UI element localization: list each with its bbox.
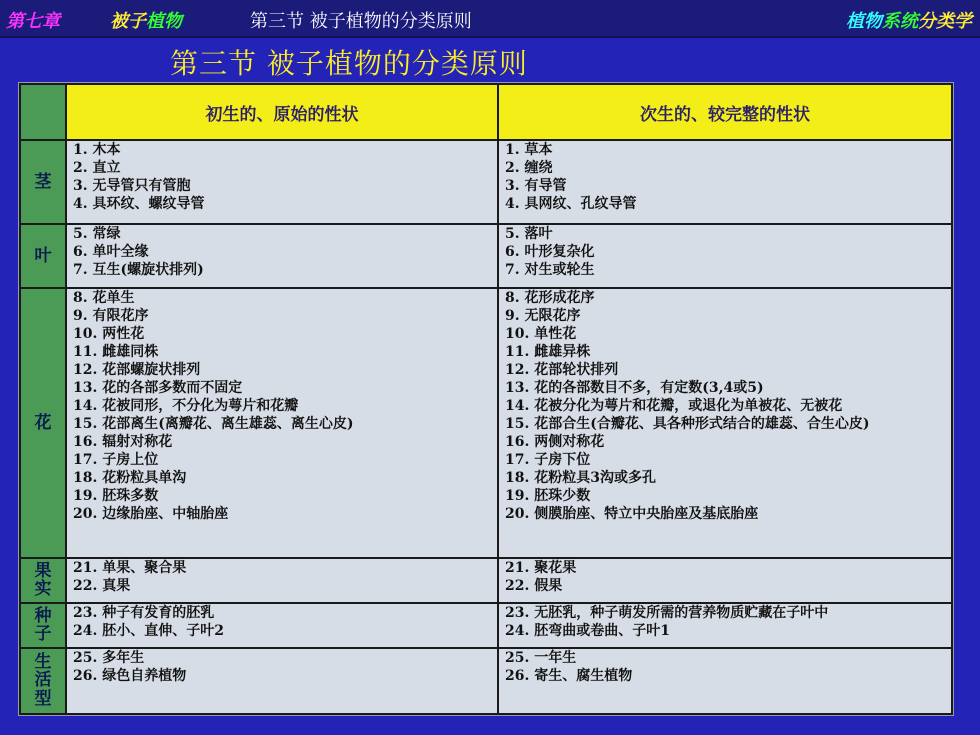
advanced-traits-cell (498, 140, 952, 224)
advanced-trait-item: 18. 花粉粒具3沟或多孔 (505, 470, 656, 487)
primitive-trait-item: 11. 雌雄同株 (73, 344, 159, 361)
advanced-traits-cell (498, 648, 952, 714)
advanced-trait-item: 12. 花部轮状排列 (505, 362, 619, 379)
angiosperm-label-part1: 被子 (110, 11, 146, 32)
primitive-trait-item: 3. 无导管只有管胞 (73, 178, 191, 194)
category-cell: 叶 (20, 224, 66, 288)
subject-label-part3: 分类学 (918, 11, 972, 32)
header-advanced: 次生的、较完整的性状 (498, 84, 952, 140)
advanced-trait-item: 8. 花形成花序 (505, 290, 595, 307)
advanced-trait-item: 10. 单性花 (505, 326, 577, 343)
primitive-traits-cell (66, 288, 498, 557)
classification-table (19, 83, 953, 715)
advanced-traits-cell (498, 558, 952, 603)
primitive-traits-cell (66, 140, 498, 224)
primitive-trait-item: 8. 花单生 (73, 290, 135, 307)
table-body (20, 140, 952, 714)
primitive-trait-item: 2. 直立 (73, 160, 121, 176)
advanced-traits-cell (498, 603, 952, 648)
advanced-trait-item: 20. 侧膜胎座、特立中央胎座及基底胎座 (505, 506, 759, 523)
advanced-traits-cell (498, 288, 952, 557)
category-cell: 花 (20, 288, 66, 557)
advanced-trait-item: 22. 假果 (505, 577, 563, 594)
table-row (20, 140, 952, 224)
advanced-trait-item: 15. 花部合生(合瓣花、具各种形式结合的雄蕊、合生心皮) (505, 416, 870, 433)
advanced-traits-cell (498, 224, 952, 288)
subject-label-part1: 植物 (846, 11, 882, 32)
primitive-trait-item: 1. 木本 (73, 142, 121, 158)
primitive-trait-item: 4. 具环纹、螺纹导管 (73, 196, 205, 212)
advanced-trait-item: 23. 无胚乳，种子萌发所需的营养物质贮藏在子叶中 (505, 604, 829, 621)
primitive-trait-item: 14. 花被同形，不分化为萼片和花瓣 (73, 398, 299, 415)
primitive-trait-item: 12. 花部螺旋状排列 (73, 362, 201, 379)
header-bar (0, 0, 980, 38)
advanced-trait-item: 13. 花的各部数目不多，有定数(3,4或5) (505, 380, 764, 397)
primitive-trait-item: 5. 常绿 (73, 226, 121, 243)
chapter-label: 第七章 (6, 11, 60, 32)
page-title: 第三节 被子植物的分类原则 (170, 47, 528, 80)
primitive-trait-item: 15. 花部离生(离瓣花、离生雄蕊、离生心皮) (73, 416, 354, 433)
primitive-traits-cell (66, 648, 498, 714)
category-cell: 生 活 型 (20, 648, 66, 714)
primitive-trait-item: 9. 有限花序 (73, 308, 149, 325)
subject-label (846, 7, 972, 33)
section-label: 第三节 被子植物的分类原则 (250, 11, 472, 32)
classification-table-container (18, 82, 954, 716)
advanced-trait-item: 1. 草本 (505, 142, 553, 158)
primitive-trait-item: 17. 子房上位 (73, 452, 159, 469)
primitive-trait-item: 6. 单叶全缘 (73, 244, 149, 261)
advanced-trait-item: 19. 胚珠少数 (505, 488, 591, 505)
table-row (20, 224, 952, 288)
primitive-trait-item: 7. 互生(螺旋状排列) (73, 262, 204, 279)
advanced-trait-item: 3. 有导管 (505, 178, 567, 194)
advanced-trait-item: 7. 对生或轮生 (505, 262, 595, 279)
primitive-trait-item: 16. 辐射对称花 (73, 434, 173, 451)
advanced-trait-item: 2. 缠绕 (505, 160, 553, 176)
primitive-traits-cell (66, 603, 498, 648)
primitive-trait-item: 19. 胚珠多数 (73, 488, 159, 505)
primitive-trait-item: 13. 花的各部多数而不固定 (73, 380, 243, 397)
advanced-trait-item: 6. 叶形复杂化 (505, 244, 595, 261)
primitive-trait-item: 24. 胚小、直伸、子叶2 (73, 622, 224, 639)
advanced-trait-item: 21. 聚花果 (505, 559, 577, 576)
angiosperm-label (110, 7, 182, 33)
primitive-trait-item: 20. 边缘胎座、中轴胎座 (73, 506, 229, 523)
advanced-trait-item: 17. 子房下位 (505, 452, 591, 469)
advanced-trait-item: 25. 一年生 (505, 649, 577, 666)
primitive-traits-cell (66, 558, 498, 603)
advanced-trait-item: 26. 寄生、腐生植物 (505, 667, 633, 684)
table-row (20, 603, 952, 648)
advanced-trait-item: 16. 两侧对称花 (505, 434, 605, 451)
subject-label-part2: 系统 (882, 11, 918, 32)
advanced-trait-item: 11. 雌雄异株 (505, 344, 591, 361)
advanced-trait-item: 14. 花被分化为萼片和花瓣，或退化为单被花、无被花 (505, 398, 843, 415)
header-corner (20, 84, 66, 140)
primitive-trait-item: 10. 两性花 (73, 326, 145, 343)
advanced-trait-item: 24. 胚弯曲或卷曲、子叶1 (505, 622, 670, 639)
primitive-trait-item: 18. 花粉粒具单沟 (73, 470, 187, 487)
angiosperm-label-part2: 植物 (146, 11, 182, 32)
table-row (20, 288, 952, 557)
category-cell: 茎 (20, 140, 66, 224)
advanced-trait-item: 5. 落叶 (505, 226, 553, 243)
category-cell: 果 实 (20, 558, 66, 603)
advanced-trait-item: 9. 无限花序 (505, 308, 581, 325)
primitive-trait-item: 25. 多年生 (73, 649, 145, 666)
table-header-row (20, 84, 952, 140)
primitive-trait-item: 22. 真果 (73, 577, 131, 594)
primitive-trait-item: 26. 绿色自养植物 (73, 667, 187, 684)
category-cell: 种 子 (20, 603, 66, 648)
primitive-traits-cell (66, 224, 498, 288)
table-row (20, 648, 952, 714)
primitive-trait-item: 23. 种子有发育的胚乳 (73, 604, 215, 621)
header-primitive: 初生的、原始的性状 (66, 84, 498, 140)
primitive-trait-item: 21. 单果、聚合果 (73, 559, 187, 576)
advanced-trait-item: 4. 具网纹、孔纹导管 (505, 196, 637, 212)
table-row (20, 558, 952, 603)
